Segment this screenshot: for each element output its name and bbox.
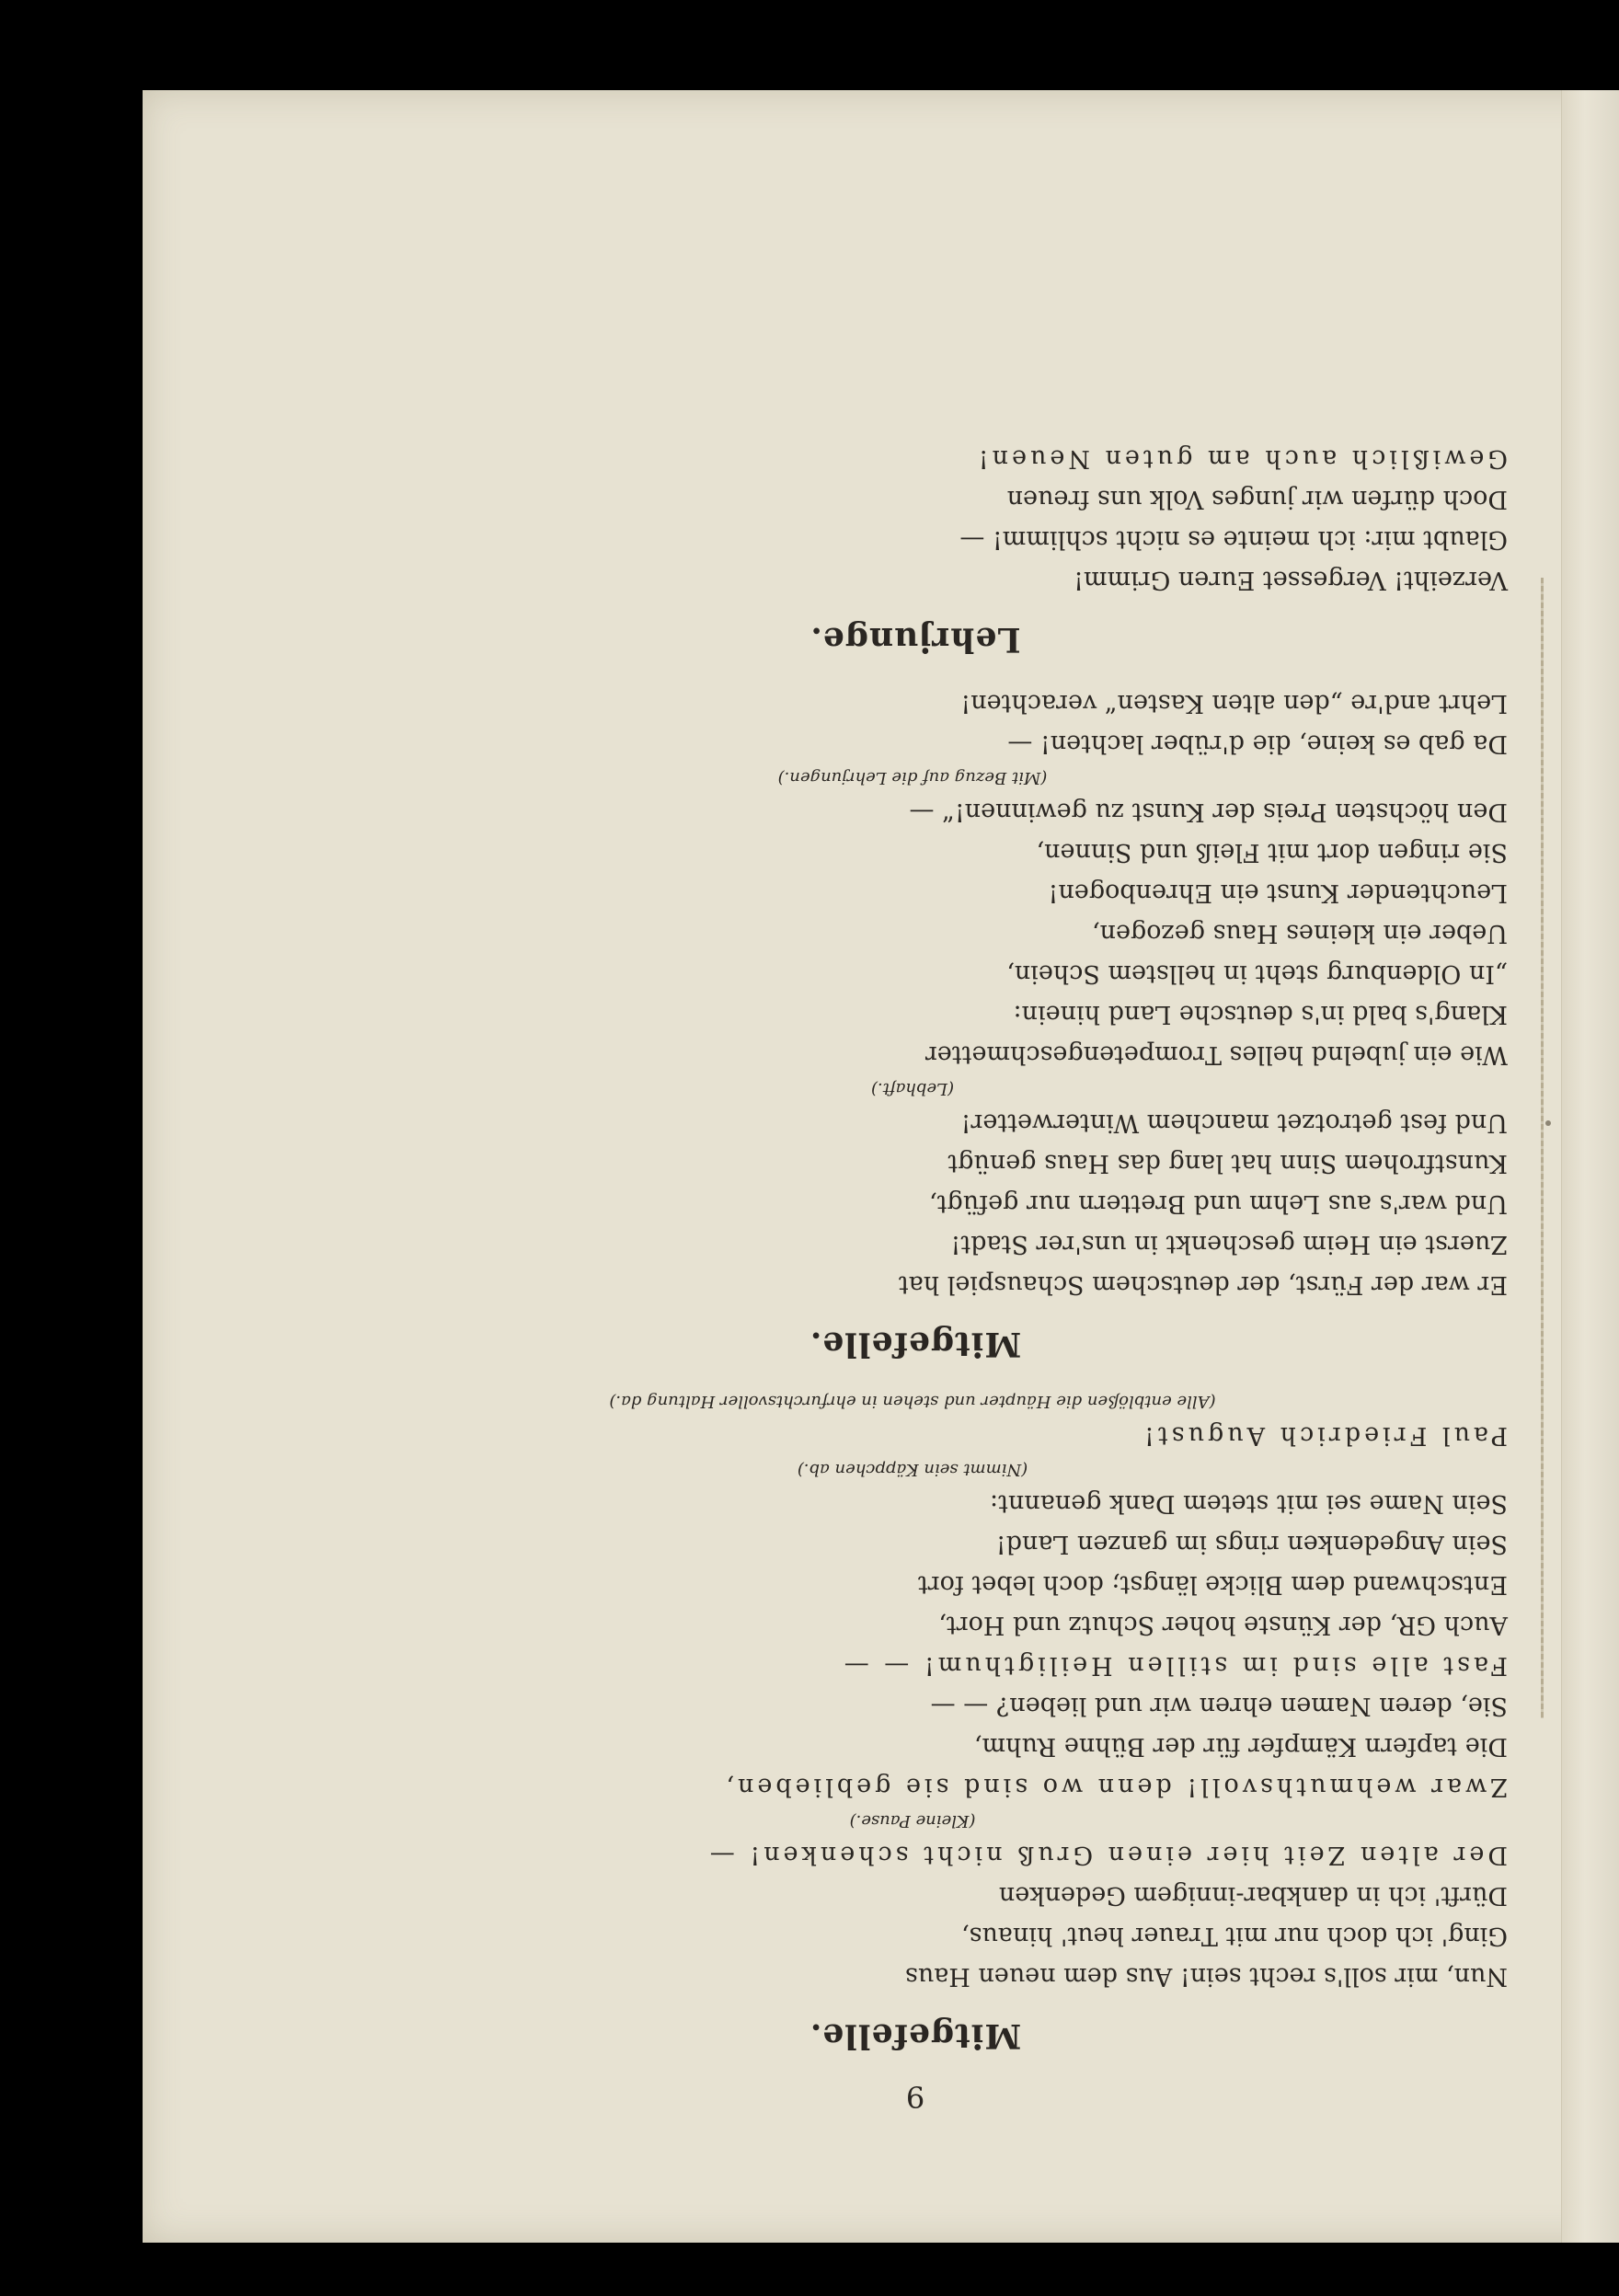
verse-line: Lehrt and're „den alten Kasten“ verachten! <box>960 689 1508 718</box>
verse-line: Ging' ich doch nur mit Trauer heut' hinaus, <box>961 1922 1508 1950</box>
section-block <box>317 438 1513 659</box>
page-number: 9 <box>905 2079 925 2114</box>
verse-line: Zuerst ein Heim geschenkt in uns'rer Stadt! <box>950 1230 1508 1258</box>
verse-line: Sie, deren Namen ehren wir und lieben? — — <box>930 1692 1508 1720</box>
verse-line: Ueber ein kleines Haus gezogen, <box>1092 919 1508 947</box>
verse-line: Die tapfern Kämpfer für der Bühne Ruhm, <box>973 1732 1508 1761</box>
verse-line: Entschwand dem Blicke längst; doch lebet fort <box>917 1570 1508 1599</box>
verse-line: Verzeiht! Vergesset Euren Grimm! <box>1074 566 1508 594</box>
verse-line: Sein Angedenken rings im ganzen Land! <box>995 1530 1508 1558</box>
binding-stitch <box>1541 578 1544 1718</box>
verse-line: Sein Name sei mit stetem Dank genannt: <box>990 1489 1508 1518</box>
speaker-heading: Mitgefelle. <box>809 1325 1022 1363</box>
stage-direction: (Mit Bezug auf die Lehrjungen.) <box>777 768 1048 787</box>
stage-direction: (Kleine Pause.) <box>849 1811 976 1831</box>
verse-line: Den höchsten Preis der Kunst zu gewinnen!“ — <box>909 798 1508 826</box>
sections-container <box>317 438 1513 2055</box>
section-block <box>317 683 1513 1363</box>
section-block <box>317 1387 1513 2055</box>
stage-direction: (Alle entblößen die Häupter und stehen in ehrfurchtsvoller Haltung da.) <box>609 1392 1216 1411</box>
verse-line: Sie ringen dort mit Fleiß und Sinnen, <box>1036 838 1508 867</box>
stage-direction: (Nimmt sein Käppchen ab.) <box>797 1460 1028 1479</box>
printed-text-upside-down <box>317 366 1513 2114</box>
stage-direction: (Lebhaft.) <box>870 1079 955 1098</box>
verse-block <box>317 683 1508 1304</box>
verse-block <box>317 438 1508 600</box>
verse-line: Er war der Fürst, der deutschem Schauspiel hat <box>898 1270 1508 1299</box>
verse-line: Nun, mir soll's recht sein! Aus dem neuen Haus <box>904 1962 1508 1991</box>
verse-line: Leuchtender Kunst ein Ehrenbogen! <box>1048 878 1508 907</box>
verse-line: Dürft' ich in dankbar-innigem Gedenken <box>998 1881 1508 1910</box>
verse-line: Auch GR, der Künste hoher Schutz und Hort, <box>938 1611 1508 1639</box>
booklet-fold <box>1561 90 1619 2243</box>
verse-block <box>317 1387 1508 1996</box>
verse-line: Gewißlich auch am guten Neuen! <box>974 444 1508 473</box>
verse-line: Paul Friedrich August! <box>1141 1421 1508 1450</box>
verse-line: Der alten Zeit hier einen Gruß nicht schenken! — <box>706 1841 1508 1869</box>
page-sheet <box>143 90 1619 2243</box>
verse-line: Und fest getrotzet manchem Winterwetter! <box>960 1108 1508 1137</box>
verse-line: Kunstfrohem Sinn hat lang das Haus genügt <box>947 1149 1508 1177</box>
verse-line: Da gab es keine, die d'rüber lachten! — <box>1007 729 1508 758</box>
verse-line: Klang's bald in's deutsche Land hinein: <box>1013 1000 1508 1028</box>
verse-line: Glaubt mir: ich meinte es nicht schlimm! — <box>959 525 1508 554</box>
verse-line: Doch dürfen wir junges Volk uns freuen <box>1006 485 1508 513</box>
verse-line: Zwar wehmuthsvoll! denn wo sind sie geblieben, <box>722 1773 1508 1801</box>
verse-line: „In Oldenburg steht in hellstem Schein, <box>1006 959 1508 988</box>
verse-line: Fast alle sind im stillen Heiligthum! — — <box>840 1651 1508 1680</box>
speaker-heading: Lehrjunge. <box>810 620 1021 659</box>
speaker-heading: Mitgefelle. <box>809 2016 1022 2055</box>
verse-line: Und war's aus Lehm und Brettern nur gefügt, <box>929 1189 1508 1218</box>
verse-line: Wie ein jubelnd helles Trompetengeschmetter <box>924 1040 1508 1069</box>
paper-speck <box>1545 1120 1551 1126</box>
